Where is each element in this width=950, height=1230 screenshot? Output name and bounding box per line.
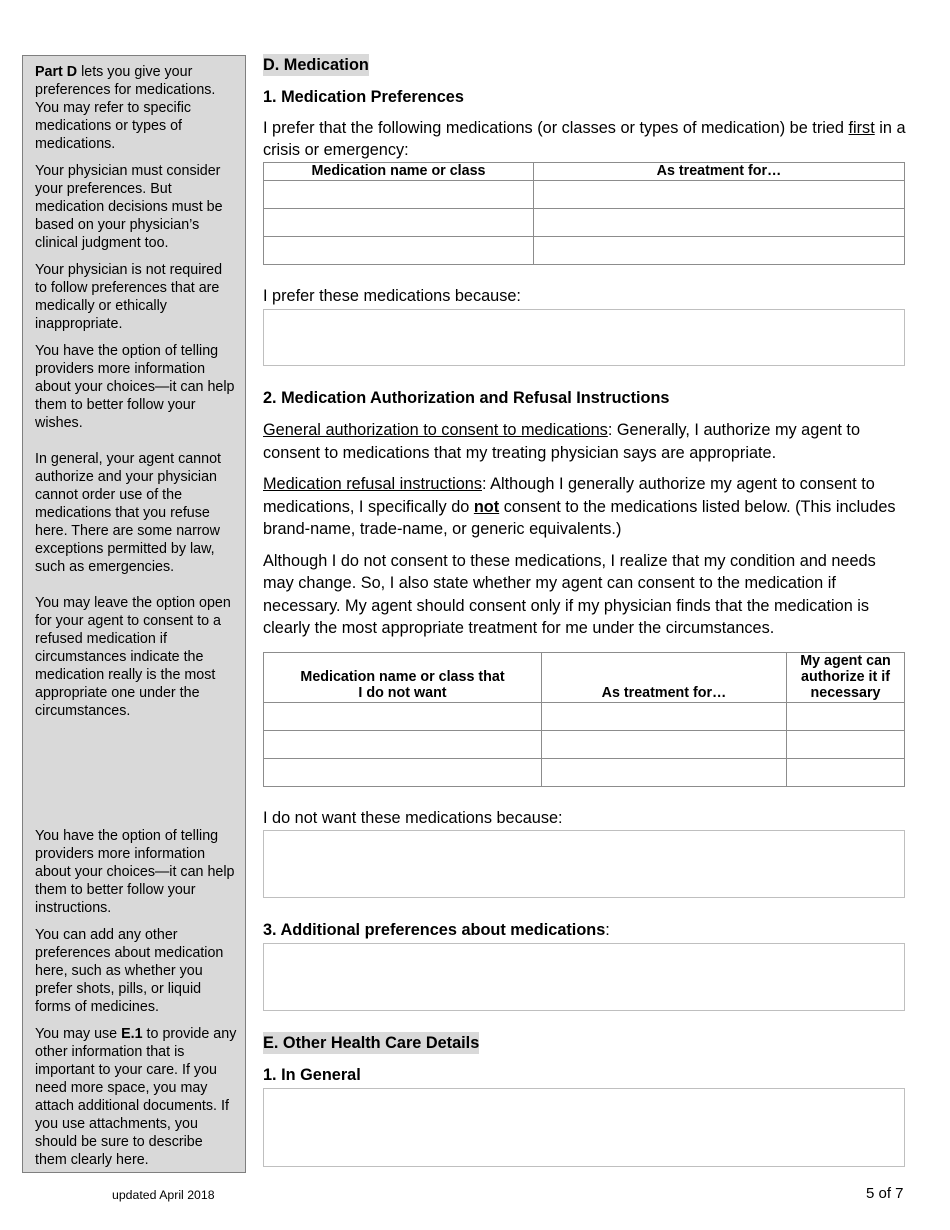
sidebar-text-agent-cannot: In general, your agent cannot authorize and your physician cannot order use of the medications that you refuse here. There are some narrow exceptions permitted by law, such as emergencies. bbox=[35, 451, 221, 575]
table-header-row bbox=[264, 652, 905, 702]
refused-treatment-cell[interactable] bbox=[542, 702, 787, 730]
sidebar-text-part-d: Part D lets you give your preferences for medications. You may refer to specific medications or types of medications. bbox=[35, 64, 216, 152]
column-header-refused-treatment: As treatment for… bbox=[542, 652, 787, 702]
sidebar-text-leave-option: You may leave the option open for your agent to consent to a refused medication if circumstances indicate the medication really is the most appropriate one under the circumstances. bbox=[35, 595, 231, 719]
table-row bbox=[264, 180, 905, 208]
table-row bbox=[264, 730, 905, 758]
column-header-medication: Medication name or class bbox=[264, 162, 534, 180]
agent-authorize-cell[interactable] bbox=[787, 730, 905, 758]
section-e-heading: E. Other Health Care Details bbox=[263, 1034, 480, 1052]
sidebar-text-physician-consider: Your physician must consider your preferences. But medication decisions must be based on your physician’s clinical judgment too. bbox=[35, 163, 223, 251]
general-authorization-text: General authorization to consent to medications: Generally, I authorize my agent to consent to medications that my treating physician says are appropriate. bbox=[263, 421, 861, 462]
although-text: Although I do not consent to these medications, I realize that my condition and needs may change. So, I also state whether my agent can consent to the medication if necessary. My agent should consent only if my physician finds that the medication is clearly the most appropriate treatment for me under the circumstances. bbox=[263, 551, 876, 637]
table-row bbox=[264, 758, 905, 786]
refused-medication-cell[interactable] bbox=[264, 730, 542, 758]
medication-name-cell[interactable] bbox=[264, 236, 534, 264]
prefer-because-field[interactable] bbox=[263, 309, 905, 366]
treatment-cell[interactable] bbox=[534, 236, 905, 264]
in-general-heading: 1. In General bbox=[263, 1065, 361, 1084]
refused-medication-cell[interactable] bbox=[264, 758, 542, 786]
refused-treatment-cell[interactable] bbox=[542, 730, 787, 758]
footer-updated: updated April 2018 bbox=[112, 1188, 215, 1202]
in-general-field[interactable] bbox=[263, 1088, 905, 1167]
preferred-medications-table bbox=[263, 162, 905, 265]
prefer-because-label: I prefer these medications because: bbox=[263, 286, 521, 305]
column-header-treatment: As treatment for… bbox=[534, 162, 905, 180]
sidebar-guidance bbox=[22, 55, 246, 1173]
table-row bbox=[264, 208, 905, 236]
form-main bbox=[263, 54, 906, 1167]
additional-preferences-field[interactable] bbox=[263, 943, 905, 1011]
medication-preferences-heading: 1. Medication Preferences bbox=[263, 87, 464, 106]
table-row bbox=[264, 702, 905, 730]
medication-name-cell[interactable] bbox=[264, 208, 534, 236]
table-header-row bbox=[264, 162, 905, 180]
sidebar-text-add-preferences: You can add any other preferences about medication here, such as whether you prefer shots, pills, or liquid forms of medicines. bbox=[35, 927, 224, 1015]
refusal-instructions-text: Medication refusal instructions: Although I generally authorize my agent to consent to medications, I specifically do not consent to the medications listed below. (This includes brand-name, trade-name, or generic equivalents.) bbox=[263, 475, 896, 538]
sidebar-text-option-telling-2: You have the option of telling providers more information about your choices—it can help them to better follow your instructions. bbox=[35, 828, 235, 916]
not-want-because-field[interactable] bbox=[263, 830, 905, 898]
column-header-agent-authorize: My agent can authorize it if necessary bbox=[787, 652, 905, 702]
agent-authorize-cell[interactable] bbox=[787, 702, 905, 730]
refused-medication-cell[interactable] bbox=[264, 702, 542, 730]
medication-preferences-intro: I prefer that the following medications (or classes or types of medication) be tried first in a crisis or emergency: bbox=[263, 118, 906, 159]
sidebar-text-not-required: Your physician is not required to follow preferences that are medically or ethically inappropriate. bbox=[35, 262, 223, 332]
medication-name-cell[interactable] bbox=[264, 180, 534, 208]
table-row bbox=[264, 236, 905, 264]
column-header-refused-medication: Medication name or class that I do not want bbox=[264, 652, 542, 702]
not-want-because-label: I do not want these medications because: bbox=[263, 808, 563, 827]
sidebar-spacer bbox=[35, 729, 237, 827]
additional-preferences-heading: 3. Additional preferences about medications: bbox=[263, 921, 610, 939]
footer-page-number: 5 of 7 bbox=[866, 1185, 904, 1202]
authorization-refusal-heading: 2. Medication Authorization and Refusal Instructions bbox=[263, 389, 670, 407]
sidebar-text-option-telling: You have the option of telling providers more information about your choices—it can help them to better follow your wishes. bbox=[35, 343, 235, 431]
refused-treatment-cell[interactable] bbox=[542, 758, 787, 786]
treatment-cell[interactable] bbox=[534, 208, 905, 236]
refused-medications-table bbox=[263, 652, 905, 787]
section-d-heading: D. Medication bbox=[263, 56, 369, 74]
sidebar-text-use-e1: You may use E.1 to provide any other information that is important to your care. If you need more space, you may attach additional documents. If you use attachments, you should be sure to describe them clearly here. bbox=[35, 1026, 237, 1168]
treatment-cell[interactable] bbox=[534, 180, 905, 208]
agent-authorize-cell[interactable] bbox=[787, 758, 905, 786]
